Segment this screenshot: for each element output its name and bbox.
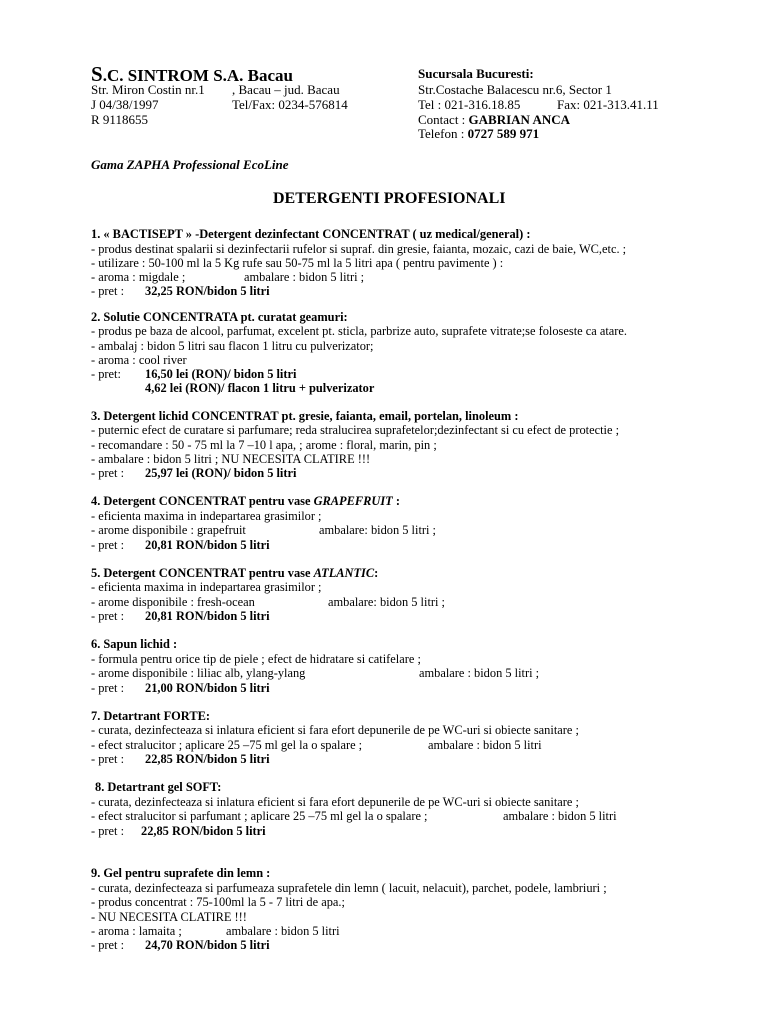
product-5-title: 5. Detergent CONCENTRAT pentru vase ATLANTIC: bbox=[91, 566, 379, 580]
product-5-line-2b: ambalare: bidon 5 litri ; bbox=[328, 595, 445, 609]
product-8-price: 22,85 RON/bidon 5 litri bbox=[141, 824, 266, 838]
product-3-price-label: - pret : bbox=[91, 466, 125, 480]
product-9-line-2: - produs concentrat : 75-100ml la 5 - 7 litri de apa.; bbox=[91, 895, 345, 909]
product-6-price-label: - pret : bbox=[91, 681, 125, 695]
product-2-line-2: - ambalaj : bidon 5 litri sau flacon 1 litru cu pulverizator; bbox=[91, 339, 374, 353]
product-6-title: 6. Sapun lichid : bbox=[91, 637, 178, 651]
product-7-line-2b: ambalare : bidon 5 litri bbox=[428, 738, 542, 752]
product-4-line-1: - eficienta maxima in indepartarea grasimilor ; bbox=[91, 509, 322, 523]
product-7-title: 7. Detartrant FORTE: bbox=[91, 709, 210, 723]
product-6-price: 21,00 RON/bidon 5 litri bbox=[145, 681, 270, 695]
product-3-title: 3. Detergent lichid CONCENTRAT pt. gresie, faianta, email, portelan, linoleum : bbox=[91, 409, 519, 423]
product-2-title: 2. Solutie CONCENTRATA pt. curatat geamuri: bbox=[91, 310, 348, 324]
product-9-price: 24,70 RON/bidon 5 litri bbox=[145, 938, 270, 952]
product-2-line-1: - produs pe baza de alcool, parfumat, excelent pt. sticla, parbrize auto, suprafete vitrate;se foloseste ca atare. bbox=[91, 324, 627, 338]
product-9-line-4a: - aroma : lamaita ; bbox=[91, 924, 182, 938]
product-4-title: 4. Detergent CONCENTRAT pentru vase GRAPEFRUIT : bbox=[91, 494, 400, 508]
company-telfax: Tel/Fax: 0234-576814 bbox=[232, 97, 348, 112]
main-title: DETERGENTI PROFESIONALI bbox=[273, 190, 506, 207]
product-3-price: 25,97 lei (RON)/ bidon 5 litri bbox=[145, 466, 297, 480]
range-title: Gama ZAPHA Professional EcoLine bbox=[91, 157, 289, 172]
product-9-title: 9. Gel pentru suprafete din lemn : bbox=[91, 866, 271, 880]
product-1-line-2: - utilizare : 50-100 ml la 5 Kg rufe sau 50-75 ml la 5 litri apa ( pentru pavimente ) : bbox=[91, 256, 504, 270]
product-5-price-label: - pret : bbox=[91, 609, 125, 623]
product-9-line-1: - curata, dezinfecteaza si parfumeaza suprafetele din lemn ( lacuit, nelacuit), parchet, podele, lambriuri ; bbox=[91, 881, 607, 895]
branch-phone: Telefon : 0727 589 971 bbox=[418, 126, 540, 141]
branch-fax: Fax: 021-313.41.11 bbox=[557, 97, 659, 112]
product-4-price: 20,81 RON/bidon 5 litri bbox=[145, 538, 270, 552]
product-2-price-2: 4,62 lei (RON)/ flacon 1 litru + pulverizator bbox=[145, 381, 375, 395]
product-4-line-2a: - arome disponibile : grapefruit bbox=[91, 523, 246, 537]
product-7-line-1: - curata, dezinfecteaza si inlatura eficient si fara efort depunerile de pe WC-uri si obiecte sanitare ; bbox=[91, 723, 579, 737]
product-3-line-1: - puternic efect de curatare si parfumare; reda stralucirea suprafetelor;dezinfectant si cu efect de protectie ; bbox=[91, 423, 620, 437]
branch-title: Sucursala Bucuresti: bbox=[418, 66, 534, 81]
product-8-line-2b: ambalare : bidon 5 litri bbox=[503, 809, 617, 823]
product-7-price-label: - pret : bbox=[91, 752, 125, 766]
product-8-title: 8. Detartrant gel SOFT: bbox=[95, 780, 222, 794]
company-name: S.C. SINTROM S.A. Bacau bbox=[91, 62, 294, 86]
product-6-line-2a: - arome disponibile : liliac alb, ylang-ylang bbox=[91, 666, 306, 680]
branch-tel: Tel : 021-316.18.85 bbox=[418, 97, 521, 112]
product-1-price-label: - pret : bbox=[91, 284, 125, 298]
product-2-price-label: - pret: bbox=[91, 367, 121, 381]
company-reg: J 04/38/1997 bbox=[91, 97, 159, 112]
product-6-line-2b: ambalare : bidon 5 litri ; bbox=[419, 666, 540, 680]
product-1-price: 32,25 RON/bidon 5 litri bbox=[145, 284, 270, 298]
product-3-line-3: - ambalare : bidon 5 litri ; NU NECESITA CLATIRE !!! bbox=[91, 452, 371, 466]
company-r: R 9118655 bbox=[91, 112, 148, 127]
product-9-line-3: - NU NECESITA CLATIRE !!! bbox=[91, 910, 247, 924]
product-2-line-3: - aroma : cool river bbox=[91, 353, 187, 367]
product-1-line-3a: - aroma : migdale ; bbox=[91, 270, 186, 284]
company-city: , Bacau – jud. Bacau bbox=[232, 82, 340, 97]
branch-contact: Contact : GABRIAN ANCA bbox=[418, 112, 571, 127]
product-5-line-1: - eficienta maxima in indepartarea grasimilor ; bbox=[91, 580, 322, 594]
product-5-line-2a: - arome disponibile : fresh-ocean bbox=[91, 595, 255, 609]
product-1-title: 1. « BACTISEPT » -Detergent dezinfectant CONCENTRAT ( uz medical/general) : bbox=[91, 227, 531, 241]
product-2-price: 16,50 lei (RON)/ bidon 5 litri bbox=[145, 367, 297, 381]
product-9-price-label: - pret : bbox=[91, 938, 125, 952]
product-1-line-3b: ambalare : bidon 5 litri ; bbox=[244, 270, 365, 284]
product-7-price: 22,85 RON/bidon 5 litri bbox=[145, 752, 270, 766]
product-9-line-4b: ambalare : bidon 5 litri bbox=[226, 924, 340, 938]
product-7-line-2a: - efect stralucitor ; aplicare 25 –75 ml gel la o spalare ; bbox=[91, 738, 363, 752]
product-4-price-label: - pret : bbox=[91, 538, 125, 552]
product-6-line-1: - formula pentru orice tip de piele ; efect de hidratare si catifelare ; bbox=[91, 652, 421, 666]
product-1-line-1: - produs destinat spalarii si dezinfectarii rufelor si supraf. din gresie, faianta, mozaic, cazi de baie, WC,etc. ; bbox=[91, 242, 627, 256]
product-8-price-label: - pret : bbox=[91, 824, 125, 838]
product-8-line-1: - curata, dezinfecteaza si inlatura eficient si fara efort depunerile de pe WC-uri si obiecte sanitare ; bbox=[91, 795, 579, 809]
branch-street: Str.Costache Balacescu nr.6, Sector 1 bbox=[418, 82, 612, 97]
product-3-line-2: - recomandare : 50 - 75 ml la 7 –10 l apa, ; arome : floral, marin, pin ; bbox=[91, 438, 437, 452]
product-4-line-2b: ambalare: bidon 5 litri ; bbox=[319, 523, 436, 537]
product-8-line-2a: - efect stralucitor si parfumant ; aplicare 25 –75 ml gel la o spalare ; bbox=[91, 809, 428, 823]
company-street: Str. Miron Costin nr.1 bbox=[91, 82, 205, 97]
product-5-price: 20,81 RON/bidon 5 litri bbox=[145, 609, 270, 623]
